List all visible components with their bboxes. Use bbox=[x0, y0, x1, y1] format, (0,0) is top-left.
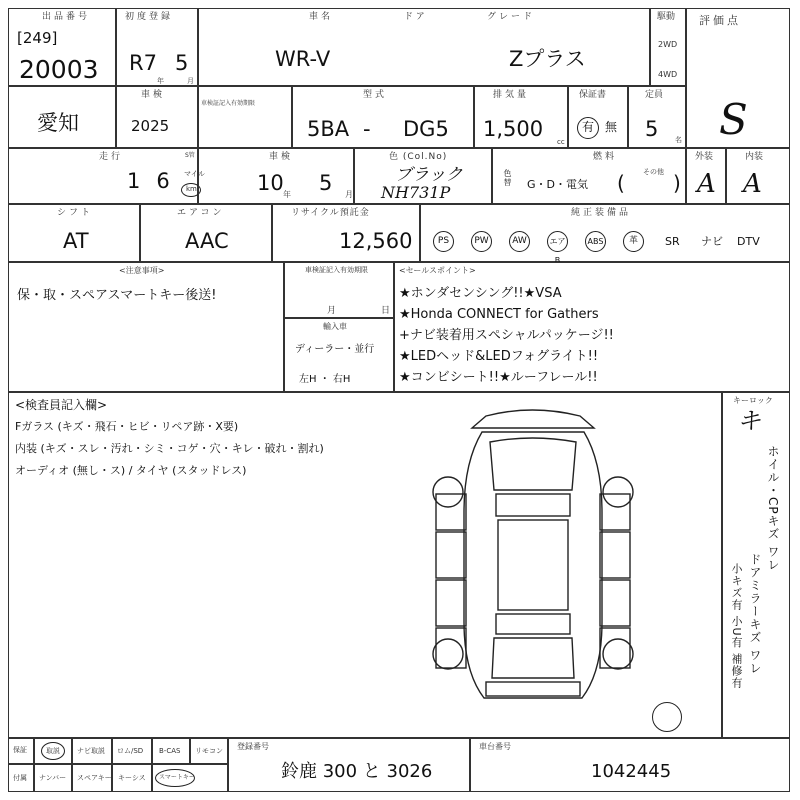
fuel-other-label: その他 bbox=[643, 168, 664, 176]
chassis-number: 1042445 bbox=[591, 761, 672, 782]
check-remote-label: リモコン bbox=[195, 747, 223, 755]
dealer-label: 輸入車 bbox=[323, 322, 347, 331]
check-plate-label: ナンバー bbox=[39, 774, 67, 782]
model-dash: - bbox=[363, 117, 371, 141]
equipment-aw: AW bbox=[509, 231, 530, 252]
bottom-label-warranty: 保証 bbox=[13, 746, 27, 754]
check-smart-key bbox=[152, 764, 228, 792]
car-roof bbox=[498, 520, 568, 610]
sales-point-1: ★ホンダセンシング!!★VSA bbox=[399, 286, 562, 301]
sales-label: <セールスポイント> bbox=[399, 266, 476, 275]
mileage-unit: km bbox=[186, 185, 197, 193]
mileage-label: 走行 bbox=[99, 152, 124, 162]
first-reg-cell bbox=[116, 8, 198, 86]
dealer-value: ディーラー・並行 bbox=[295, 344, 375, 355]
car-grade: Zプラス bbox=[509, 47, 586, 71]
color-name: ブラック bbox=[395, 165, 463, 185]
side-note-3: 小キズ有 小U有 補修有 bbox=[730, 563, 743, 690]
drive-cell bbox=[650, 8, 686, 86]
keylock-cell bbox=[722, 392, 790, 738]
front-left-wheel bbox=[433, 477, 463, 507]
aircon-label: エアコン bbox=[177, 208, 225, 218]
bottom-label-cell-2 bbox=[8, 764, 34, 792]
aircon: AAC bbox=[185, 229, 229, 253]
capacity: 5 bbox=[645, 117, 659, 141]
shift-label: シフト bbox=[57, 208, 94, 218]
inspector-line-2: 内装 (キズ・スレ・汚れ・シミ・コゲ・穴・キレ・破れ・割れ) bbox=[15, 442, 324, 455]
check-navi-manual-label: ナビ取説 bbox=[77, 747, 105, 755]
spare-tire-circle bbox=[652, 702, 682, 732]
car-front-bumper bbox=[472, 410, 594, 428]
exterior-label: 外装 bbox=[695, 152, 714, 162]
inspection-date-month-unit: 月 bbox=[345, 190, 353, 199]
fuel-text: G・D・電気 bbox=[527, 178, 588, 191]
aircon-cell bbox=[140, 204, 272, 262]
recycle-label: リサイクル預託金 bbox=[291, 208, 370, 218]
right-front-door bbox=[600, 532, 630, 578]
first-reg-month: 5 bbox=[175, 51, 189, 75]
side-note-1: ホイル・CPキズ ワレ bbox=[766, 445, 780, 572]
displacement-cell bbox=[474, 86, 568, 148]
check-spare-key bbox=[72, 764, 112, 792]
equipment-sr: SR bbox=[665, 235, 680, 248]
rear-left-wheel bbox=[433, 639, 463, 669]
side-note-2: ドアミラーキズ ワレ bbox=[748, 553, 762, 675]
region-cell bbox=[8, 86, 116, 148]
exterior-cell bbox=[686, 148, 726, 204]
first-reg-month-unit: 月 bbox=[187, 77, 194, 85]
dealer-cell bbox=[284, 318, 394, 392]
date-cell bbox=[284, 262, 394, 318]
sales-point-4: ★LEDヘッド&LEDフォグライト!! bbox=[399, 349, 599, 364]
equipment-ps: PS bbox=[433, 231, 454, 252]
notes-text: 保・取・スペアスマートキー後送! bbox=[17, 288, 217, 303]
plate-cell bbox=[228, 738, 470, 792]
check-rom bbox=[112, 738, 152, 764]
car-rear-window bbox=[496, 614, 570, 634]
equipment-dtv: DTV bbox=[737, 235, 760, 248]
score-label: 評価点 bbox=[699, 14, 741, 27]
fuel-label: 燃料 bbox=[593, 152, 618, 162]
check-bcas-label: B-CAS bbox=[159, 747, 181, 755]
first-reg-label: 初度登録 bbox=[125, 12, 174, 22]
warranty-cell bbox=[568, 86, 628, 148]
score-cell bbox=[686, 8, 790, 148]
fuel-close-paren: ) bbox=[673, 171, 681, 195]
check-bcas bbox=[152, 738, 190, 764]
mileage-value: 16 bbox=[127, 169, 186, 193]
color-code: NH731P bbox=[381, 183, 451, 202]
sales-point-3: +ナビ装着用スペシャルパッケージ!! bbox=[399, 328, 614, 343]
car-hood bbox=[490, 438, 576, 490]
displacement: 1,500 bbox=[483, 117, 544, 141]
keylock-label: キーロック bbox=[733, 396, 773, 405]
interior-cell bbox=[726, 148, 790, 204]
check-manual-label: 取説 bbox=[46, 747, 60, 755]
car-trunk bbox=[492, 638, 574, 678]
color-label: 色 (Col.No) bbox=[389, 152, 448, 162]
left-rear-door bbox=[436, 580, 466, 626]
inspector-label: <検査員記入欄> bbox=[15, 398, 108, 412]
model-label: 型式 bbox=[363, 90, 388, 100]
check-remote bbox=[190, 738, 228, 764]
car-body bbox=[464, 432, 602, 698]
left-front-door bbox=[436, 532, 466, 578]
chassis-cell bbox=[470, 738, 790, 792]
date-header: 車検証記入有効期限 bbox=[305, 266, 368, 274]
options-cell bbox=[420, 204, 790, 265]
sales-point-2: ★Honda CONNECT for Gathers bbox=[399, 307, 599, 322]
options-label: 純正装備品 bbox=[571, 208, 632, 218]
equipment-leather: 革 bbox=[623, 231, 644, 252]
fuel-cell bbox=[492, 148, 686, 204]
sales-cell bbox=[394, 262, 790, 392]
interior-grade: A bbox=[743, 169, 762, 199]
bottom-label-cell-1 bbox=[8, 738, 34, 764]
shift-cell bbox=[8, 204, 140, 262]
check-manual bbox=[34, 738, 72, 764]
lot-bracket: [249] bbox=[17, 29, 58, 47]
car-inspection-cell bbox=[116, 86, 198, 148]
inspection-note-cell bbox=[198, 86, 292, 148]
warranty-no: 無 bbox=[605, 120, 618, 134]
lot-number: 20003 bbox=[19, 55, 99, 84]
inspection-date-cell bbox=[198, 148, 354, 204]
car-rear-bumper bbox=[486, 682, 580, 696]
s-meter-label: S管 bbox=[185, 152, 195, 159]
inspection-year: 2025 bbox=[131, 117, 170, 135]
check-navi-manual bbox=[72, 738, 112, 764]
capacity-unit: 名 bbox=[675, 136, 682, 144]
exterior-grade: A bbox=[697, 169, 716, 199]
inspector-line-3: オーディオ (無し・ス) / タイヤ (スタッドレス) bbox=[15, 464, 247, 477]
car-diagram bbox=[424, 402, 640, 710]
displacement-unit: cc bbox=[557, 138, 565, 146]
drive-4wd: 4WD bbox=[658, 70, 678, 79]
recycle-cell bbox=[272, 204, 420, 262]
inspection-date-month: 5 bbox=[319, 171, 333, 195]
equipment-navi: ナビ bbox=[701, 235, 723, 248]
check-rom-label: ロム/SD bbox=[117, 747, 144, 755]
displacement-label: 排気量 bbox=[493, 90, 530, 100]
check-keyless bbox=[112, 764, 152, 792]
inspection-date-year-unit: 年 bbox=[283, 190, 291, 199]
sales-point-5: ★コンビシート!!★ルーフレール!! bbox=[399, 370, 598, 385]
model-code: DG5 bbox=[403, 117, 449, 141]
mileage-cell bbox=[8, 148, 205, 204]
inspector-line-1: Fガラス (キズ・飛石・ヒビ・リペア跡・X要) bbox=[15, 420, 239, 433]
warranty-yes: 有 bbox=[582, 120, 595, 134]
notes-label: <注意事項> bbox=[119, 266, 165, 275]
inspection-date-year: 10 bbox=[257, 171, 284, 195]
interior-label: 内装 bbox=[745, 152, 764, 162]
capacity-label: 定員 bbox=[645, 90, 664, 100]
fuel-open-paren: ( bbox=[617, 171, 625, 195]
date-month: 月 bbox=[327, 306, 337, 316]
model-cell bbox=[292, 86, 474, 148]
inspection-date-label: 車検 bbox=[269, 152, 294, 162]
check-spare-key-label: スペアキー bbox=[77, 774, 112, 782]
car-inspection-label: 車検 bbox=[141, 90, 166, 100]
right-rear-door bbox=[600, 580, 630, 626]
front-right-wheel bbox=[603, 477, 633, 507]
model-prefix: 5BA bbox=[307, 117, 350, 141]
first-reg-era: R7 bbox=[129, 51, 157, 75]
keylock-mark: キ bbox=[737, 407, 761, 435]
rear-right-wheel bbox=[603, 639, 633, 669]
plate-label: 登録番号 bbox=[237, 742, 269, 751]
fuel-side-label: 色替 bbox=[503, 169, 512, 187]
notes-cell bbox=[8, 262, 284, 392]
shift: AT bbox=[63, 229, 89, 253]
equipment-abs: ABS bbox=[585, 231, 606, 252]
equipment-airbag: エアB bbox=[547, 231, 568, 252]
check-keyless-label: キーシス bbox=[118, 774, 146, 782]
check-plate bbox=[34, 764, 72, 792]
car-name-cell bbox=[198, 8, 650, 86]
car-windshield bbox=[496, 494, 570, 516]
bottom-label-accessories: 付属 bbox=[13, 774, 27, 782]
capacity-cell bbox=[628, 86, 686, 148]
color-cell bbox=[354, 148, 492, 204]
date-day: 日 bbox=[381, 306, 391, 316]
equipment-pw: PW bbox=[471, 231, 492, 252]
car-name-label: 車名 bbox=[309, 12, 334, 22]
recycle-fee: 12,560 bbox=[339, 229, 413, 253]
drive-label: 駆動 bbox=[657, 12, 676, 22]
inspection-note: 車検証記入有効期限 bbox=[201, 100, 256, 107]
region: 愛知 bbox=[37, 111, 79, 135]
lot-label: 出品番号 bbox=[42, 12, 91, 22]
chassis-label: 車台番号 bbox=[479, 742, 511, 751]
check-smart-key-label: スマートキー bbox=[159, 774, 195, 781]
first-reg-year-unit: 年 bbox=[157, 77, 164, 85]
plate-number: 鈴鹿 300 と 3026 bbox=[281, 761, 433, 782]
car-name: WR-V bbox=[275, 47, 331, 71]
grade-label: グレード bbox=[487, 12, 536, 22]
score-value: S bbox=[719, 95, 748, 144]
door-label: ドア bbox=[404, 12, 428, 22]
dealer-steering: 左H ・ 右H bbox=[299, 374, 351, 385]
mileage-mile: マイル bbox=[184, 170, 205, 178]
drive-2wd: 2WD bbox=[658, 40, 678, 49]
lot-cell bbox=[8, 8, 116, 86]
warranty-label: 保証書 bbox=[579, 90, 607, 100]
